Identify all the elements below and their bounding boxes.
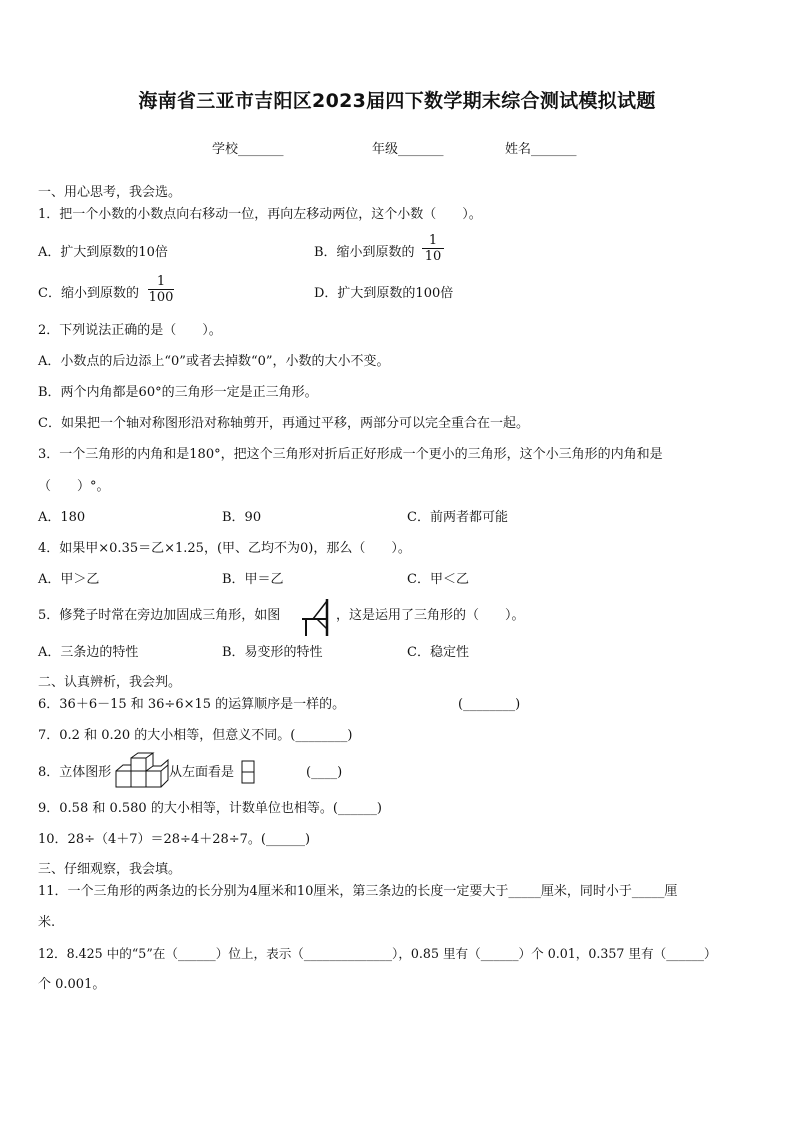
question-3: 3．一个三角形的内角和是180°，把这个三角形对折后正好形成一个更小的三角形，这个小三角形的内角和是	[38, 447, 663, 462]
fraction-denominator: 10	[424, 249, 442, 264]
fraction-numerator: 1	[428, 233, 438, 248]
q5-option-a[interactable]: A．三条边的特性	[38, 645, 139, 660]
q3-option-b[interactable]: B．90	[222, 510, 262, 525]
q2-option-c[interactable]: C．如果把一个轴对称图形沿对称轴剪开，再通过平移，两部分可以完全重合在一起。	[38, 416, 529, 431]
q1-option-d[interactable]: D．扩大到原数的100倍	[314, 286, 454, 301]
school-field[interactable]: 学校_______	[212, 142, 284, 157]
q2-option-b[interactable]: B．两个内角都是60°的三角形一定是正三角形。	[38, 385, 318, 400]
q3-option-a[interactable]: A．180	[38, 510, 86, 525]
question-11: 11．一个三角形的两条边的长分别为4厘米和10厘米，第三条边的长度一定要大于_____厘米，同时小于_____厘	[38, 884, 678, 899]
q4-option-b[interactable]: B．甲＝乙	[222, 572, 284, 587]
q5-option-b[interactable]: B．易变形的特性	[222, 645, 323, 660]
cube-solid-figure	[114, 755, 168, 791]
question-6: 6．36＋6－15 和 36÷6×15 的运算顺序是一样的。	[38, 697, 346, 712]
question-12: 12．8.425 中的“5”在（______）位上，表示（______________），0.85 里有（______）个 0.01，0.357 里有（______）	[38, 946, 717, 961]
left-view-figure	[241, 760, 255, 784]
question-3-cont: （ ）°。	[38, 479, 110, 494]
q5-option-c[interactable]: C．稳定性	[407, 645, 469, 660]
q1-option-a[interactable]: A．扩大到原数的10倍	[38, 245, 168, 260]
q2-option-a[interactable]: A．小数点的后边添上“0”或者去掉数“0”，小数的大小不变。	[38, 354, 390, 369]
question-5: 5．修凳子时常在旁边加固成三角形，如图	[38, 608, 281, 623]
question-8: 8．立体图形	[38, 765, 112, 780]
section-heading-1: 一、用心思考，我会选。	[38, 185, 182, 200]
question-5-cont: ，这是运用了三角形的（ ）。	[336, 608, 525, 623]
question-9: 9．0.58 和 0.580 的大小相等，计数单位也相等。(______)	[38, 801, 382, 816]
q1-option-c[interactable]: C．缩小到原数的	[38, 286, 139, 301]
q1-option-b[interactable]: B．缩小到原数的	[314, 245, 415, 260]
fraction-numerator: 1	[156, 274, 166, 289]
question-11-cont: 米.	[38, 915, 56, 930]
question-2: 2．下列说法正确的是（ ）。	[38, 323, 222, 338]
q4-option-c[interactable]: C．甲＜乙	[407, 572, 469, 587]
section-heading-3: 三、仔细观察，我会填。	[38, 862, 182, 877]
question-12-cont: 个 0.001。	[38, 977, 106, 992]
question-10: 10．28÷（4＋7）＝28÷4＋28÷7。(______)	[38, 832, 311, 847]
name-field[interactable]: 姓名_______	[505, 142, 577, 157]
page-title: 海南省三亚市吉阳区2023届四下数学期末综合测试模拟试题	[138, 90, 656, 112]
q1-option-b-fraction	[420, 233, 446, 264]
q1-option-c-fraction	[146, 274, 176, 305]
question-8-cont: 从左面看是	[169, 765, 235, 780]
q8-answer-blank[interactable]: (____)	[306, 765, 343, 780]
q3-option-c[interactable]: C．前两者都可能	[407, 510, 508, 525]
stool-brace-figure	[298, 597, 330, 637]
fraction-denominator: 100	[148, 290, 174, 305]
question-7: 7．0.2 和 0.20 的大小相等，但意义不同。(________)	[38, 728, 353, 743]
question-1: 1．把一个小数的小数点向右移动一位，再向左移动两位，这个小数（ ）。	[38, 207, 482, 222]
question-4: 4．如果甲×0.35＝乙×1.25，(甲、乙均不为0)，那么（ ）。	[38, 541, 411, 556]
q6-answer-blank[interactable]: (________)	[458, 697, 521, 712]
section-heading-2: 二、认真辨析，我会判。	[38, 675, 182, 690]
grade-field[interactable]: 年级_______	[372, 142, 444, 157]
q4-option-a[interactable]: A．甲＞乙	[38, 572, 100, 587]
